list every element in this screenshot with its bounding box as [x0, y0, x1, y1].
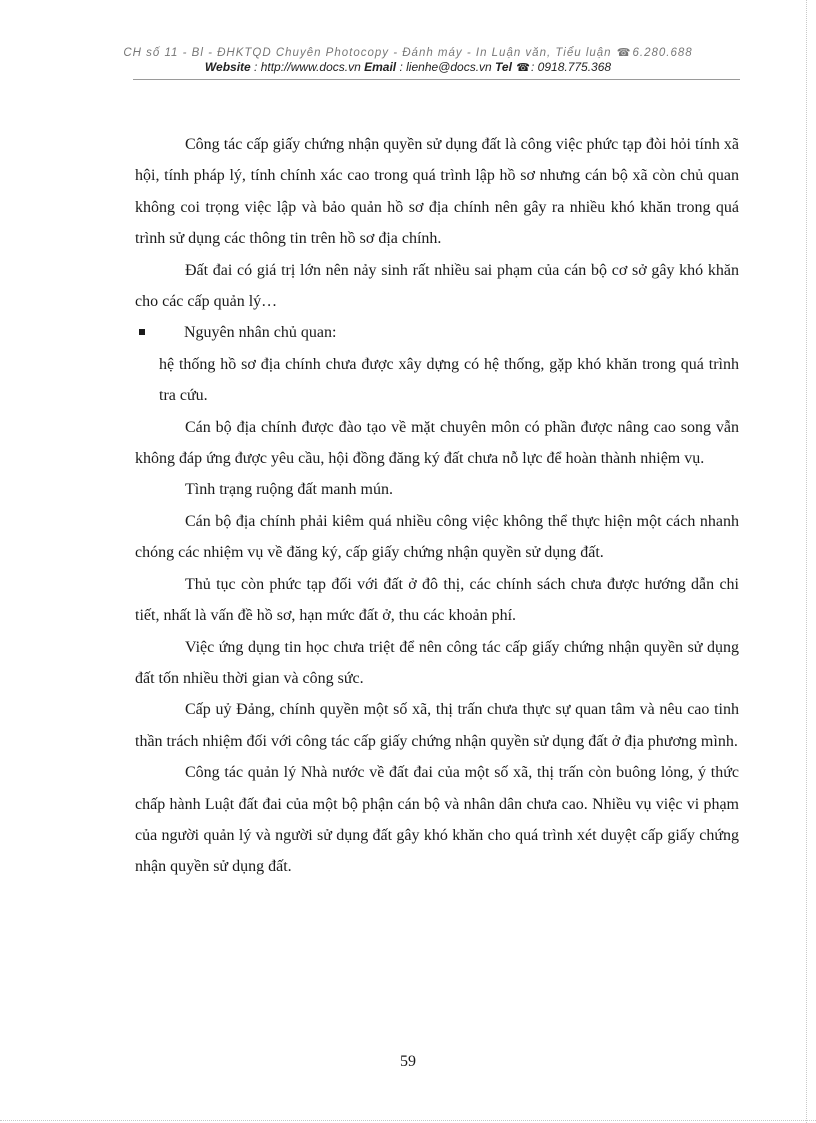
document-body	[135, 129, 739, 883]
website-link[interactable]: : http://www.docs.vn	[254, 60, 361, 74]
paragraph: Việc ứng dụng tin học chưa triệt để nên công tác cấp giấy chứng nhận quyền sử dụng đất tốn nhiều thời gian và công sức.	[135, 638, 739, 687]
header-contact-info	[0, 60, 816, 76]
paragraph: Đất đai có giá trị lớn nên nảy sinh rất nhiều sai phạm của cán bộ cơ sở gây khó khăn cho các cấp quản lý…	[135, 261, 739, 311]
bullet-square-icon	[139, 329, 145, 335]
header-shop-info	[0, 46, 816, 60]
header-divider	[133, 79, 740, 80]
paragraph: Tình trạng ruộng đất manh mún.	[185, 481, 393, 499]
bullet-heading: Nguyên nhân chủ quan:	[184, 324, 337, 342]
paragraph: Công tác cấp giấy chứng nhận quyền sử dụng đất là công việc phức tạp đòi hỏi tính xã hội, tính pháp lý, tính chính xác cao trong quá trình lập hồ sơ nhưng cán bộ xã còn chủ quan không coi trọng việc lập và bảo quản hồ sơ địa chính nên gây ra nhiều khó khăn trong quá trình sử dụng các thông tin trên hồ sơ địa chính.	[135, 136, 739, 248]
page-number: 59	[400, 1053, 416, 1070]
email-label: Email	[364, 60, 397, 74]
telephone-icon: ☎	[616, 47, 632, 59]
paragraph: Cấp uỷ Đảng, chính quyền một số xã, thị trấn chưa thực sự quan tâm và nêu cao tinh thần trách nhiệm đối với công tác cấp giấy chứng nhận quyền sử dụng đất ở địa phương mình.	[135, 701, 739, 750]
website-label: Website	[204, 60, 251, 74]
paragraph: Thủ tục còn phức tạp đối với đất ở đô thị, các chính sách chưa được hướng dẫn chi tiết, nhất là vấn đề hồ sơ, hạn mức đất ở, thu các khoản phí.	[135, 575, 739, 625]
page-border-right	[806, 0, 807, 1123]
email-link[interactable]: : lienhe@docs.vn	[399, 60, 492, 74]
paragraph: Công tác quản lý Nhà nước về đất đai của một số xã, thị trấn còn buông lỏng, ý thức chấp hành Luật đất đai của một bộ phận cán bộ và nhân dân chưa cao. Nhiều vụ việc vi phạm của người quản lý và người sử dụng đất gây khó khăn cho quá trình xét duyệt cấp giấy chứng nhận quyền sử dụng đất.	[135, 764, 739, 876]
paragraph: hệ thống hồ sơ địa chính chưa được xây dựng có hệ thống, gặp khó khăn trong quá trình tra cứu.	[159, 355, 739, 405]
header-shop-text: CH số 11 - Bl - ĐHKTQD Chuyên Photocopy - Đánh máy - In Luận văn, Tiểu luận	[123, 47, 612, 59]
header-shop-phone: 6.280.688	[632, 47, 693, 59]
tel-value: : 0918.775.368	[531, 60, 612, 74]
page-border-bottom	[0, 1120, 816, 1121]
paragraph: Cán bộ địa chính phải kiêm quá nhiều công việc không thể thực hiện một cách nhanh chóng các nhiệm vụ về đăng ký, cấp giấy chứng nhận quyền sử dụng đất.	[135, 512, 739, 562]
paragraph: Cán bộ địa chính được đào tạo về mặt chuyên môn có phần được nâng cao song vẫn không đáp ứng được yêu cầu, hội đồng đăng ký đất chưa nỗ lực để hoàn thành nhiệm vụ.	[135, 418, 739, 468]
bullet-item	[135, 317, 739, 348]
page-header	[0, 46, 816, 76]
tel-label: Tel	[495, 60, 512, 74]
telephone-icon: ☎	[516, 62, 530, 74]
